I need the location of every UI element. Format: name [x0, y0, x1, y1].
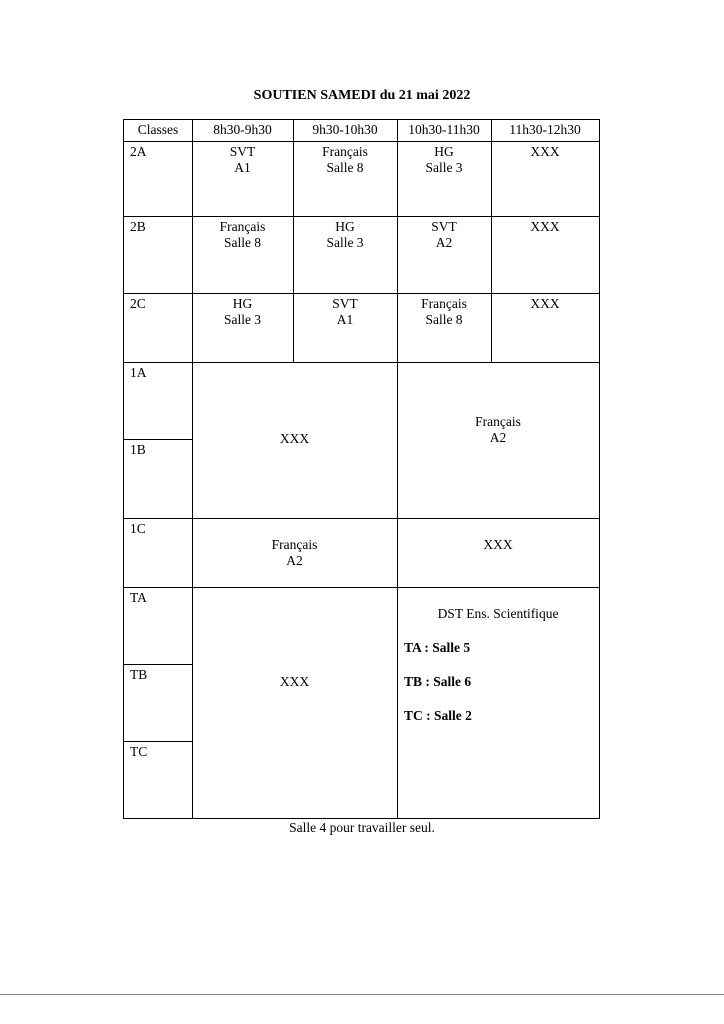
cell-2b-slot-2: HG Salle 3 — [326, 219, 364, 250]
row-divider — [124, 216, 599, 217]
page-title: SOUTIEN SAMEDI du 21 mai 2022 — [253, 88, 471, 103]
class-label-tb: TB — [130, 667, 148, 682]
cell-1ab-morning: XXX — [279, 431, 310, 446]
class-label-2c: 2C — [130, 296, 146, 311]
cell-2c-slot-2: SVT A1 — [332, 296, 358, 327]
cell-2a-slot-2: Français Salle 8 — [322, 144, 368, 175]
cell-2b-slot-3: SVT A2 — [431, 219, 457, 250]
row-divider — [124, 362, 599, 363]
row-divider — [124, 293, 599, 294]
header-slot-1: 8h30-9h30 — [213, 122, 272, 137]
timetable — [123, 119, 600, 819]
row-divider — [124, 741, 192, 742]
header-classes: Classes — [137, 122, 179, 137]
cell-1ab-late: Français A2 — [475, 414, 521, 445]
header-slot-2: 9h30-10h30 — [312, 122, 378, 137]
row-divider — [124, 518, 599, 519]
cell-2a-slot-4: XXX — [530, 144, 560, 159]
class-label-1a: 1A — [130, 365, 147, 380]
class-label-2a: 2A — [130, 144, 147, 159]
header-slot-4: 11h30-12h30 — [509, 122, 581, 137]
cell-1c-late: XXX — [483, 537, 513, 552]
class-label-2b: 2B — [130, 219, 146, 234]
cell-2c-slot-1: HG Salle 3 — [223, 296, 262, 327]
class-label-1b: 1B — [130, 442, 146, 457]
dst-room-ta: TA : Salle 5 — [404, 640, 471, 655]
class-label-ta: TA — [130, 590, 147, 605]
row-divider — [124, 587, 599, 588]
page-footer-rule — [0, 994, 724, 995]
cell-2c-slot-3: Français Salle 8 — [421, 296, 467, 327]
header-slot-3: 10h30-11h30 — [408, 122, 480, 137]
class-label-tc: TC — [130, 744, 148, 759]
row-divider — [124, 439, 192, 440]
cell-2b-slot-1: Français Salle 8 — [219, 219, 266, 250]
cell-2a-slot-1: SVT A1 — [229, 144, 256, 175]
cell-1c-morning: Français A2 — [271, 537, 318, 568]
cell-2a-slot-3: HG Salle 3 — [425, 144, 463, 175]
footnote: Salle 4 pour travailler seul. — [289, 820, 435, 835]
dst-heading: DST Ens. Scientifique — [437, 606, 559, 621]
cell-2c-slot-4: XXX — [530, 296, 560, 311]
dst-room-tc: TC : Salle 2 — [404, 708, 472, 723]
class-label-1c: 1C — [130, 521, 146, 536]
row-divider — [124, 664, 192, 665]
dst-room-tb: TB : Salle 6 — [404, 674, 472, 689]
row-divider — [124, 141, 599, 142]
cell-2b-slot-4: XXX — [530, 219, 560, 234]
cell-terminal-morning: XXX — [279, 674, 310, 689]
